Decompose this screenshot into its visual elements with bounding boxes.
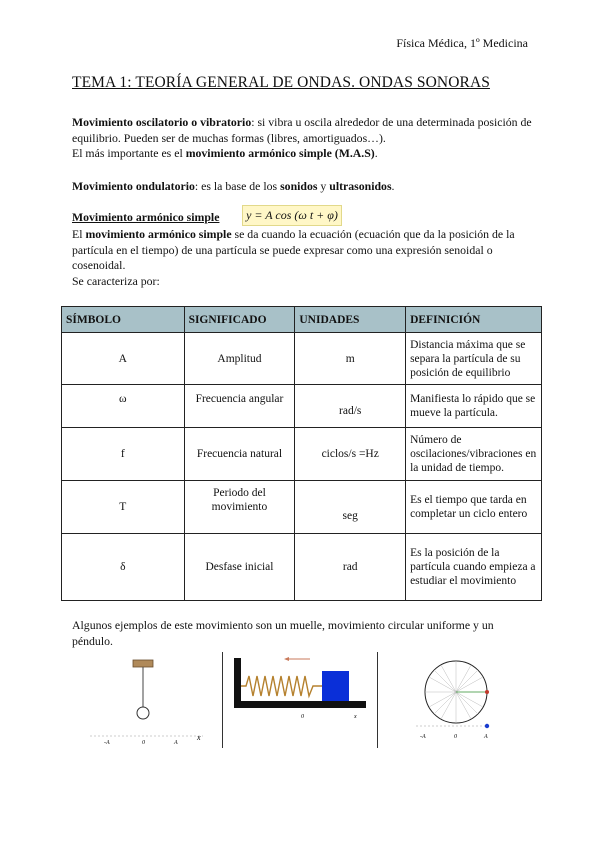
pendulum-figure [88, 652, 213, 750]
cell-meaning: Periodo del movimiento [184, 481, 295, 534]
cell-symbol: δ [62, 534, 185, 601]
text-lead: El [72, 227, 86, 241]
cell-meaning: Frecuencia natural [184, 428, 295, 481]
table-row [62, 534, 542, 601]
figure-divider [377, 652, 378, 748]
pendulum-support [133, 660, 153, 667]
circle-figure [408, 652, 508, 742]
cell-definition: Manifiesta lo rápido que se mueve la partícula. [406, 385, 542, 428]
spring-label-x: x [354, 714, 357, 720]
pendulum-label-x: x [197, 733, 201, 742]
term-mas: movimiento armónico simple (M.A.S) [185, 146, 375, 160]
spring-coil [241, 676, 322, 696]
table-row [62, 385, 542, 428]
cell-units: m [295, 333, 406, 385]
paragraph-mas [72, 227, 532, 289]
circle-label-a: A [484, 734, 488, 740]
formula-mas: y = A cos (ω t + φ) [242, 205, 342, 226]
spring-mass [322, 671, 349, 701]
arrow-head [284, 657, 289, 661]
header-unidades: UNIDADES [295, 307, 406, 333]
term-sonidos: sonidos [280, 179, 318, 193]
examples-text: Algunos ejemplos de este movimiento son un muelle, movimiento circular uniforme y un péndulo. [72, 618, 494, 648]
table-row [62, 428, 542, 481]
cell-units: ciclos/s =Hz [295, 428, 406, 481]
header-definicion: DEFINICIÓN [406, 307, 542, 333]
table-header-row [62, 307, 542, 333]
cell-symbol: f [62, 428, 185, 481]
table-row [62, 333, 542, 385]
pendulum-label-zero: 0 [142, 740, 145, 746]
cell-definition: Es el tiempo que tarda en completar un ciclo entero [406, 481, 542, 534]
header-course: Física Médica, 1º Medicina [396, 36, 528, 50]
text-ondulatorio: : es la base de los [194, 179, 281, 193]
text-mas-def: se da cuando la ecuación (ecuación que da la posición de la partícula en el tiempo) de una partícula se puede expresar como una expresión senoidal o cosenoidal. [72, 227, 515, 272]
term-mas-def: movimiento armónico simple [85, 227, 232, 241]
circle-point [485, 690, 489, 694]
heading-mas: Movimiento armónico simple [72, 210, 220, 224]
cell-units: seg [295, 481, 406, 534]
header-significado: SIGNIFICADO [184, 307, 295, 333]
paragraph-oscilatorio [72, 115, 532, 162]
term-ondulatorio: Movimiento ondulatorio [72, 179, 195, 193]
page-title: TEMA 1: TEORÍA GENERAL DE ONDAS. ONDAS SONORAS [72, 74, 490, 91]
text-y: y [317, 179, 330, 193]
cell-units: rad/s [295, 385, 406, 428]
text-oscilatorio: : si vibra u oscila alrededor de una determinada posición de equilibrio. Pueden ser de muchas formas (libres, amortiguados…). [72, 115, 532, 145]
pendulum-label-neg-a: -A [104, 740, 110, 746]
term-oscilatorio: Movimiento oscilatorio o vibratorio [72, 115, 252, 129]
pendulum-label-a: A [174, 740, 178, 746]
cell-definition: Distancia máxima que se separa la partícula de su posición de equilibrio [406, 333, 542, 385]
mas-table [61, 306, 542, 601]
header-simbolo: SÍMBOLO [62, 307, 185, 333]
period: . [391, 179, 395, 193]
period: . [374, 146, 378, 160]
spring-label-zero: 0 [301, 714, 304, 720]
paragraph-ondulatorio [72, 179, 532, 195]
circle-label-zero: 0 [454, 734, 457, 740]
text-se-caracteriza: Se caracteriza por: [72, 273, 160, 288]
cell-symbol: ω [62, 385, 185, 428]
figure-divider [222, 652, 223, 748]
cell-meaning: Amplitud [184, 333, 295, 385]
circle-label-neg-a: -A [420, 734, 426, 740]
spring-wall [234, 658, 241, 708]
cell-definition: Es la posición de la partícula cuando empieza a estudiar el movimiento [406, 534, 542, 601]
text-mas-intro: El más importante es el [72, 146, 186, 160]
spring-figure [228, 652, 373, 732]
cell-definition: Número de oscilaciones/vibraciones en la unidad de tiempo. [406, 428, 542, 481]
term-ultrasonidos: ultrasonidos [329, 179, 392, 193]
spring-floor [234, 701, 366, 708]
cell-symbol: A [62, 333, 185, 385]
cell-meaning: Desfase inicial [184, 534, 295, 601]
cell-symbol: T [62, 481, 185, 534]
cell-meaning: Frecuencia angular [184, 385, 295, 428]
cell-units: rad [295, 534, 406, 601]
pendulum-bob [137, 707, 149, 719]
projection-point [485, 724, 489, 728]
table-row [62, 481, 542, 534]
